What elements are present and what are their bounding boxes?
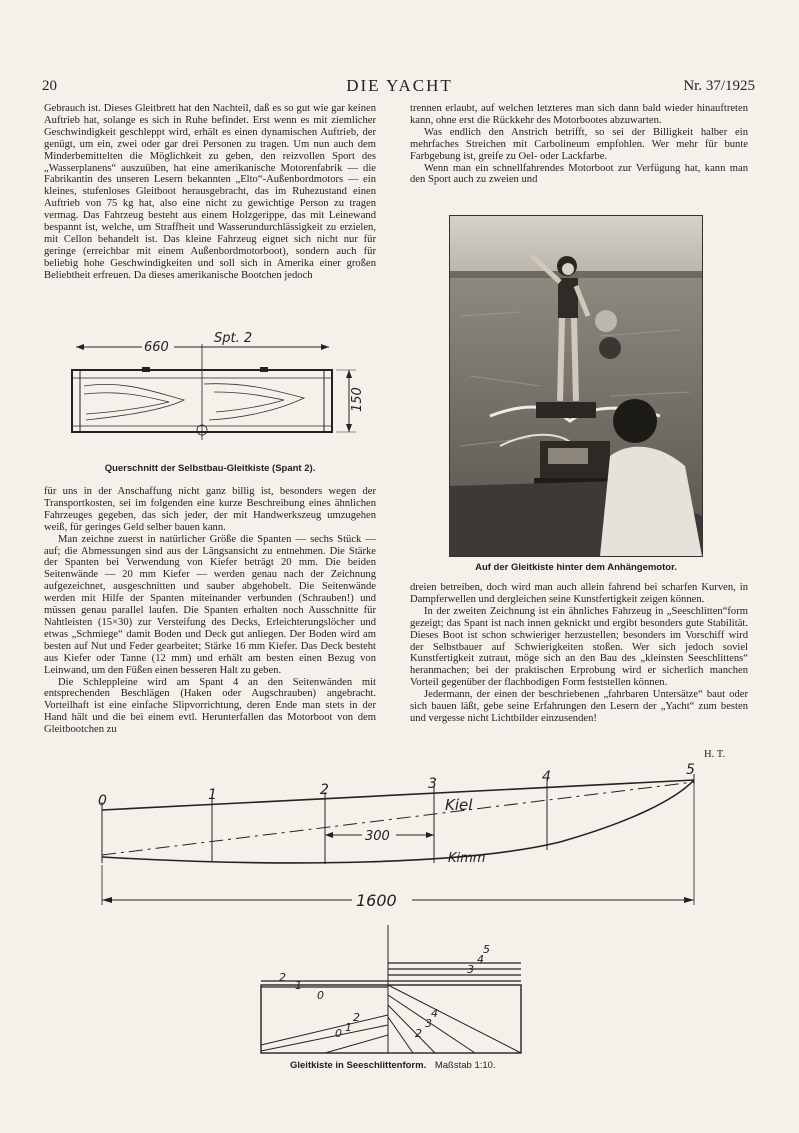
svg-text:4: 4 [431,1007,438,1020]
svg-text:1: 1 [345,1021,352,1034]
keel-label: Kiel [445,796,473,814]
photo-glider-ride [450,216,702,556]
paragraph: Wenn man ein schnellfahrendes Motorboot zur Verfügung hat, kann man den Sport auch zu zweien und [410,162,748,186]
svg-text:3: 3 [467,963,474,976]
cross-section-drawing [64,330,374,460]
deck-line [102,780,694,810]
svg-text:2: 2 [415,1027,422,1040]
body-plan-drawing [255,925,535,1065]
station-label-1: 1 [208,787,217,803]
dimension-label-150: 150 [350,387,365,412]
caption-scale: Maßstab 1:10. [434,1060,496,1071]
svg-text:0: 0 [317,989,324,1002]
column-right-bottom [410,582,748,725]
station-label-4: 4 [542,769,551,785]
paragraph: dreien betreiben, doch wird man auch allein fahrend bei scharfen Kurven, in Dampferwellen und dergleichen seine Kunstfertigkeit zeigen können. [410,582,748,605]
paragraph: trennen erlaubt, auf welchen letzteres man sich dann bald wieder hinauftreten kann, ohne erst die Rückkehr des Motorbootes abzuwarten. [410,103,748,126]
paragraph: Die Schleppleine wird am Spant 4 an den Seitenwänden mit entsprechenden Beschlägen (Haken oder Augschrauben) angebracht. Vorteilhaft ist eine einfache Slipvorrichtung, deren Ende man stets in der Hand hält und die bei einem evtl. Herunterfallen das Motorboot von dem Gleitbootchen zu [44,676,376,736]
paragraph: Gebrauch ist. Dieses Gleitbrett hat den Nachteil, daß es so gut wie gar keinen Auftrieb hat, solange es sich in Ruhe befindet. Erst wenn es mit ziemlicher Geschwindigkeit geschleppt wird, erhält es einen dynamischen Auftrieb, der genügt, um ein, zwei oder gar drei Personen zu tragen. Um nun auch dem Minderbemittelten die Möglichkeit zu geben, den reizvollen Sport des „Wasserplanens“ auszuüben, hat eine amerikanische Motorenfabrik — die Fabrikantin des unseren Lesern bekannten „Elto“-Außenbordmotors — ein kleines, stufenloses Gleitboot herausgebracht, das im Ruhezustand einen Auftrieb von 75 kg hat, also eine nicht zu gewichtige Person zu tragen vermag. Das Fahrzeug besteht aus einem Holzgerippe, das mit Leinewand bespannt ist, welche, um Straffheit und Wasserundurchlässigkeit zu erzielen, mit Cellon behandelt ist. Das kleine Fahrzeug eignet sich nicht nur für geringe (erreichbar mit einem Außenbordmotorboot), sondern auch für beliebig hohe Geschwindigkeiten und soll sich in Amerika einer großen Beliebtheit erfreuen. Da dieses amerikanische Bootchen jedoch [44,103,376,281]
svg-text:4: 4 [477,953,484,966]
side-view-drawing [90,760,710,920]
svg-text:0: 0 [335,1027,342,1040]
station-label-3: 3 [428,776,437,792]
spant-label: Spt. 2 [214,331,253,346]
caption-title: Gleitkiste in Seeschlittenform. [290,1060,427,1071]
dimension-label-300: 300 [365,829,390,844]
photo-frame [449,215,703,557]
issue-number: Nr. 37/1925 [683,78,755,94]
photo-caption: Auf der Gleitkiste hinter dem Anhängemotor. [475,562,677,573]
column-left-top [44,103,376,282]
page-number: 20 [42,78,57,94]
svg-text:5: 5 [483,943,490,956]
chine-line [102,780,694,863]
dimension-label-1600: 1600 [356,891,397,910]
keel-line [102,782,694,855]
svg-text:1: 1 [295,979,302,992]
figure-caption-cross-section: Querschnitt der Selbstbau-Gleitkiste (Spant 2). [104,463,316,474]
author-signature: H. T. [704,749,726,760]
paragraph: Was endlich den Anstrich betrifft, so sei der Billigkeit halber ein mehrfaches Streichen mit Carbolineum empfohlen. Wer mehr für bunte Farbgebung ist, greife zu Oel- oder Lackfarbe. [410,126,748,162]
station-label-2: 2 [320,782,329,798]
column-left-bottom [44,486,376,736]
figure-caption-seeschlitten [290,1060,496,1071]
paragraph: Man zeichne zuerst in natürlicher Größe die Spanten — sechs Stück — auf; die Abmessungen sind aus der Längsansicht zu entnehmen. Die Stärke der Spanten bei Verwendung von Kiefer beträgt 20 mm. Die beiden Seitenwände — 20 mm Kiefer — werden genau nach der Zeichnung aufgezeichnet, ausgeschnitten und sauber abgehobelt. Die Seitenwände werden mit Hilfe der Spanten miteinander verbunden (Schrauben!) und müssen genau parallel laufen. Die Spanten erhalten noch Ausschnitte für Nahtleisten (15×30) zur Versteifung des Decks, Erleichterungslöcher und etwas „Schmiege“ damit Boden und Deck gut anliegen. Der Boden wird am besten auf Nut und Feder gearbeitet; Stärke 16 mm Kiefer. Das Deck besteht aus Kiefer oder Tanne (12 mm) und erhält am besten einen Bezug von Leinwand, um den Füßen einen besseren Halt zu geben. [44,533,376,676]
column-right-top [410,103,748,186]
paragraph: In der zweiten Zeichnung ist ein ähnliches Fahrzeug in „Seeschlitten“form gezeigt; das Spant ist nach innen geknickt und ergibt besonders gute Stabilität. Dieses Boot ist schon schwieriger herzustellen; besonders im Vorschiff wird der Selbstbauer auf Schwierigkeiten stoßen. Wer sich jedoch soviel Kunstfertigkeit zutraut, möge sich an den Bau des „kleinsten Seeschlittens“ heranmachen; bei der praktischen Erprobung wird er sicherlich manchen Vorteil gegenüber der flachbodigen Form feststellen können. [410,605,748,689]
station-label-5: 5 [686,762,695,778]
dimension-label-660: 660 [144,340,169,355]
journal-title: DIE YACHT [346,76,453,95]
svg-text:2: 2 [353,1011,360,1024]
station-label-0: 0 [98,793,107,809]
svg-text:2: 2 [279,971,286,984]
paragraph: Jedermann, der einen der beschriebenen „fahrbaren Untersätze“ baut oder sich bauen läßt, gebe seine Erfahrungen den Lesern der „Yacht“ zum besten und vergesse nicht Lichtbilder einzusenden! [410,689,748,724]
svg-text:3: 3 [425,1017,432,1030]
paragraph: für uns in der Anschaffung nicht ganz billig ist, besonders wegen der Transportkosten, sei im folgenden eine kurze Beschreibung eines ähnlichen Fahrzeuges gegeben, das sich jeder, der mit Handwerkszeug umzugehen weiß, für geringes Geld selber bauen kann. [44,486,376,533]
chine-label: Kimm [448,851,486,866]
